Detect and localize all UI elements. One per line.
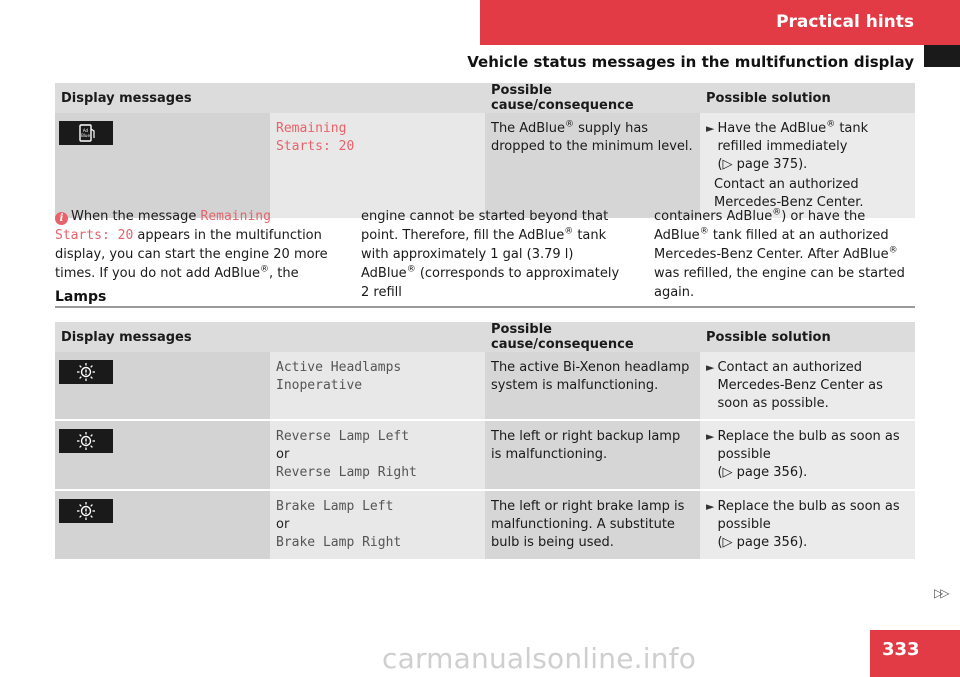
table-row [55,420,915,490]
header-cause: Possible cause/consequence [485,322,700,352]
bulb-malfunction-icon [59,499,113,523]
bullet-arrow-icon: ► [706,500,715,513]
page-reference: (▷ page 356). [717,465,808,480]
bullet-arrow-icon: ► [706,122,715,135]
message-line: Brake Lamp Left [276,499,394,514]
info-column-1: i When the message Remaining Starts: 20 appears in the multifunction display, you can start the engine 20 more times. If you do not add AdBlue®, the [55,209,328,281]
bullet-arrow-icon: ► [706,361,715,374]
header-display-messages: Display messages [55,83,485,113]
solution-cell: ► Replace the bulb as soon as possible (▷ page 356). [700,420,915,490]
message-line: Remaining [276,121,347,136]
or-label: or [276,447,290,462]
or-label: or [276,517,290,532]
divider [55,306,915,308]
cause-cell: The AdBlue® supply has dropped to the minimum level. [485,113,700,219]
cause-cell: The left or right brake lamp is malfunctioning. A substitute bulb is being used. [485,490,700,560]
solution-cell: ► Have the AdBlue® tank refilled immediately (▷ page 375). Contact an authorized Mercedes-Benz Center. [700,113,915,219]
solution-cell: ► Replace the bulb as soon as possible (▷ page 356). [700,490,915,560]
cause-cell: The left or right backup lamp is malfunctioning. [485,420,700,490]
header-cause: Possible cause/consequence [485,83,700,113]
section-tab [480,0,960,45]
page-reference: (▷ page 356). [717,535,808,550]
solution-note: Contact an authorized Mercedes-Benz Center. [714,177,864,210]
message-line: Active Headlamps [276,360,402,375]
message-line: Starts: 20 [276,139,355,154]
svg-text:Ad: Ad [82,128,89,133]
bullet-arrow-icon: ► [706,430,715,443]
bulb-malfunction-icon [59,360,113,384]
table-row [55,352,915,420]
tab-marker [924,45,960,67]
page-subtitle: Vehicle status messages in the multifunction display [467,53,914,71]
header-solution: Possible solution [700,83,915,113]
adblue-tank-icon [59,121,113,145]
message-line: Brake Lamp Right [276,535,402,550]
header-solution: Possible solution [700,322,915,352]
message-line: Inoperative [276,378,363,393]
solution-cell: ► Contact an authorized Mercedes-Benz Center as soon as possible. [700,352,915,420]
table-row [55,490,915,560]
message-line: Reverse Lamp Right [276,465,417,480]
info-column-3: containers AdBlue®) or have the AdBlue® tank filled at an authorized Mercedes-Benz Center. After AdBlue® was refilled, the engine can be started again. [654,207,905,300]
header-display-messages: Display messages [55,322,485,352]
bulb-malfunction-icon [59,429,113,453]
page-reference: (▷ page 375). [717,157,808,172]
watermark: carmanualsonline.info [382,642,697,675]
info-column-2: engine cannot be started beyond that point. Therefore, fill the AdBlue® tank with approximately 1 gal (3.79 l) AdBlue® (corresponds to approximately 2 refill [361,209,620,300]
table-row [55,113,915,219]
lamps-table [55,322,915,561]
continue-arrow-icon: ▷▷ [934,586,947,600]
page-number: 333 [870,630,960,677]
message-line: Reverse Lamp Left [276,429,410,444]
cause-cell: The active Bi-Xenon headlamp system is malfunctioning. [485,352,700,420]
section-heading: Lamps [55,289,107,305]
info-icon: i [55,212,68,225]
adblue-table [55,83,915,220]
icon-cell [55,113,270,219]
section-title: Practical hints [776,12,914,32]
message-cell [270,113,485,219]
svg-text:Blue: Blue [81,133,90,138]
